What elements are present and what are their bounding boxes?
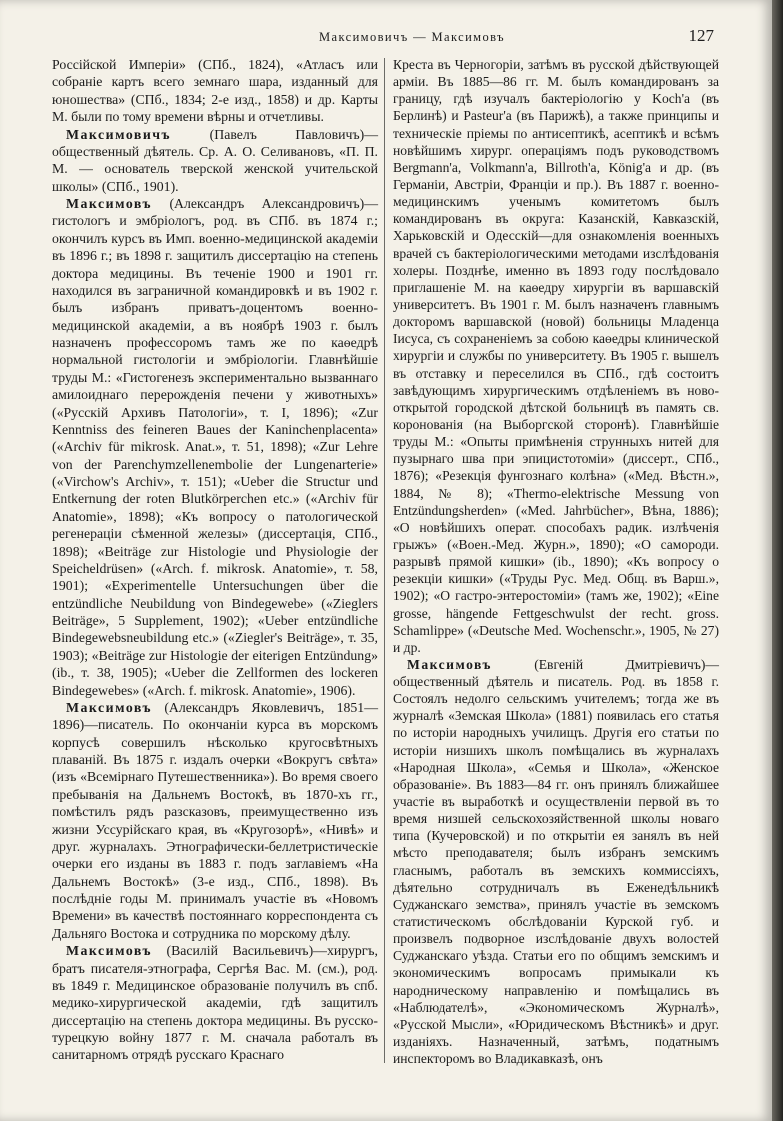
page-header (52, 26, 732, 48)
column-divider (384, 58, 385, 1063)
entry-headword: Максимовъ (407, 656, 492, 672)
continuation-paragraph: Россійской Имперіи» (СПб., 1824), «Атласъ или собраніе картъ всего земнаго шара, изданный для юношества» (СПб., 1834; 2-е изд., 1858) и др. Карты М. были по тому времени вѣрны и отчетливы. (52, 57, 378, 125)
running-head: Максимовичъ — Максимовъ (319, 30, 505, 44)
book-spine-shadow (772, 0, 783, 1121)
entry-text: (Павелъ Павловичъ)—общественный дѣятель. Ср. А. О. Селивановъ, «П. П. М. — основатель тверской женской учительской школы» (СПб., 1901). (52, 126, 378, 194)
page-number: 127 (688, 26, 714, 45)
entry-headword: Максимовичъ (66, 126, 172, 142)
entry-maksimov-alexander-alexandrovich (52, 195, 378, 699)
entry-headword: Максимовъ (66, 699, 153, 715)
entry-headword: Максимовъ (66, 196, 153, 211)
entry-maksimovich-pavel (52, 126, 378, 196)
entry-text: (Александръ Яковлевичъ, 1851—1896)—писатель. По окончаніи курса въ морскомъ корпусѣ совершилъ нѣсколько кругосвѣтныхъ плаваній. Въ 1875 г. издалъ очерки «Вокругъ свѣта» (изъ «Всемірнаго Путешественника»). Во время своего пребыванія на Дальнемъ Востокѣ, въ 1870-хъ гг., помѣстилъ рядъ разсказовъ, преимущественно изъ жизни Уссурійскаго края, въ «Кругозорѣ», «Нивѣ» и друг. журналахъ. Этнографически-беллетристическіе очерки его изданы въ 1883 г. подъ заглавіемъ «На Дальнемъ Востокѣ» (3-е изд., СПб., 1898). Въ послѣдніе годы М. принималъ участіе въ «Новомъ Времени» въ качествѣ постояннаго корреспондента съ Дальняго Востока и сотрудника по морскому дѣлу. (52, 699, 378, 941)
entry-headword: Максимовъ (66, 943, 153, 959)
continuation-paragraph: Креста въ Черногоріи, затѣмъ въ русской дѣйствующей арміи. Въ 1885—86 гг. М. былъ командированъ за границу, гдѣ изучалъ бактеріологію у Koch'a (въ Берлинѣ) и Pasteur'a (въ Парижѣ), а также принципы и техническіе пріемы по антисептикѣ, асептикѣ и всѣмъ новѣйшимъ хирург. операціямъ подъ руководствомъ Bergmann'a, Volkmann'a, Billroth'a, König'a и др. (въ Германіи, Австріи, Франціи и пр.). Въ 1887 г. военно-медицинскимъ ученымъ комитетомъ былъ командированъ въ округа: Казанскій, Кавказскій, Харьковскій и Одесскій—для ознакомленія военныхъ врачей съ бактеріологическими методами изслѣдованія холеры. Позднѣе, именно въ 1893 году послѣдовало приглашеніе М. на каѳедру хирургіи въ варшавскій университетъ. Въ 1901 г. М. былъ назначенъ главнымъ докторомъ варшавской (новой) больницы Младенца Іисуса, съ сохраненіемъ за собою каѳедры клинической хирургіи и службы по университету. Въ 1905 г. вышелъ въ отставку и переселился въ СПб., гдѣ состоитъ завѣдующимъ хирургическимъ отдѣленіемъ въ ново-открытой городской дѣтской больницѣ въ память св. коронованія (на Выборгской сторонѣ). Главнѣйшіе труды М.: «Опыты примѣненія струнныхъ нитей для пузырнаго шва при эпицистотоміи» (диссерт., СПб., 1876); «Резекція фунгознаго колѣна» («Мед. Вѣстн.», 1884, № 8); «Thermo-elektrische Messung von Entzündungsherden» («Med. Jahrbücher», Вѣна, 1886); «О новѣйшихъ операт. способахъ радик. излѣченія грыжъ» («Воен.-Мед. Журн.», 1890); «О самороди. разрывѣ прямой кишки» (ib., 1890); «Къ вопросу о резекціи кишки» («Труды Рус. Мед. Общ. въ Варш.», 1902); «О гастро-энтеростоміи» (тамъ же, 1902); «Eine grosse, hängende Fettgeschwulst der recht. gross. Schamlippe» («Deutsche Med. Wochenschr.», 1905, № 27) и др. (393, 57, 719, 655)
right-column (393, 56, 719, 1067)
entry-text: (Александръ Александровичъ)—гистологъ и эмбріологъ, род. въ СПб. въ 1874 г.; окончилъ курсъ въ Имп. военно-медицинской академіи въ 1896 г.; въ 1898 г. защитилъ диссертацію на степень доктора медицины. Въ теченіе 1900 и 1901 гг. находился въ заграничной командировкѣ и въ 1902 г. былъ избранъ приватъ-доцентомъ военно-медицинской академіи, а въ ноябрѣ 1903 г. былъ назначенъ профессоромъ тамъ же по каѳедрѣ нормальной гистологіи и эмбріологіи. Главнѣйшіе труды М.: «Гистогенезъ экспериментально вызваннаго амилоиднаго перерожденія печени у животныхъ» («Русскій Архивъ Патологіи», т. I, 1896); «Zur Kenntniss des feineren Baues der Kaninchenplacenta» («Archiv für mikrosk. Anat.», т. 51, 1898); «Zur Lehre von der Parenchymzellenembolie der Lungenarterie» («Virchow's Archiv», т. 151); «Ueber die Structur und Entkernung der roten Blutkörperchen etc.» («Archiv für Anatomie», 1898); «Къ вопросу о патологической регенераціи сѣменной железы» (диссертація, СПб., 1898); «Beiträge zur Histologie und Physiologie der Speicheldrüsen» («Arch. f. mikrosk. Anatomie», т. 58, 1901); «Experimentelle Untersuchungen über die entzündliche Neubildung von Bindegewebe» («Zieglers Beiträge», 5 Supplement, 1902); «Ueber entzündliche Bindegewebsneubildung etc.» («Ziegler's Beiträge», т. 35, 1903); «Beiträge zur Histologie der eiterigen Entzündung» (ib., т. 38, 1905); «Ueber die Zellformen des lockeren Bindegewebes» («Arch. f. mikrosk. Anatomie», 1906). (52, 196, 378, 698)
entry-maksimov-evgeny (393, 656, 719, 1067)
entry-maksimov-alexander-yakovlevich (52, 699, 378, 942)
left-column (52, 56, 378, 1064)
entry-text: (Евгеній Дмитріевичъ)—общественный дѣятель и писатель. Род. въ 1858 г. Состоялъ недолго сельскимъ учителемъ; тогда же въ журналѣ «Земская Школа» (1881) появилась его статья по исторіи народныхъ училищъ. Другія его статьи по исторіи низшихъ школъ помѣщались въ журналахъ «Народная Школа», «Семья и Школа», «Женское образованіе». Въ 1883—84 гг. онъ принялъ ближайшее участіе въ выработкѣ и осуществленіи первой въ то время низшей сельскохозяйственной школы новаго типа (Кучеровской) и по открытіи ея занялъ въ ней мѣсто преподавателя; былъ избранъ земскимъ гласнымъ, работалъ въ земскихъ коммиссіяхъ, дѣятельно сотрудничалъ въ Еженедѣльникѣ Суджанскаго земства», принялъ участіе въ земскомъ статистическомъ обслѣдованіи Курской губ. и произвелъ подворное изслѣдованіе двухъ волостей Суджанскаго уѣзда. Статьи его по общимъ земскимъ и экономическимъ вопросамъ примыкали къ народническому направленію и помѣщались въ «Наблюдателѣ», «Экономическомъ Журналѣ», «Русской Мысли», «Юридическомъ Вѣстникѣ» и друг. изданіяхъ. Назначенный, затѣмъ, податнымъ инспекторомъ во Владикавказѣ, онъ (393, 656, 719, 1067)
entry-maksimov-vasily (52, 942, 378, 1064)
entry-text: (Василій Васильевичъ)—хирургъ, братъ писателя-этнографа, Сергѣя Вас. М. (см.), род. въ 1849 г. Медицинское образованіе получилъ въ спб. медико-хирургической академіи, гдѣ защитилъ диссертацію на степень доктора медицины. Въ русско-турецкую войну 1877 г. М. сначала работалъ въ санитарномъ отрядѣ русскаго Краснаго (52, 943, 378, 1063)
